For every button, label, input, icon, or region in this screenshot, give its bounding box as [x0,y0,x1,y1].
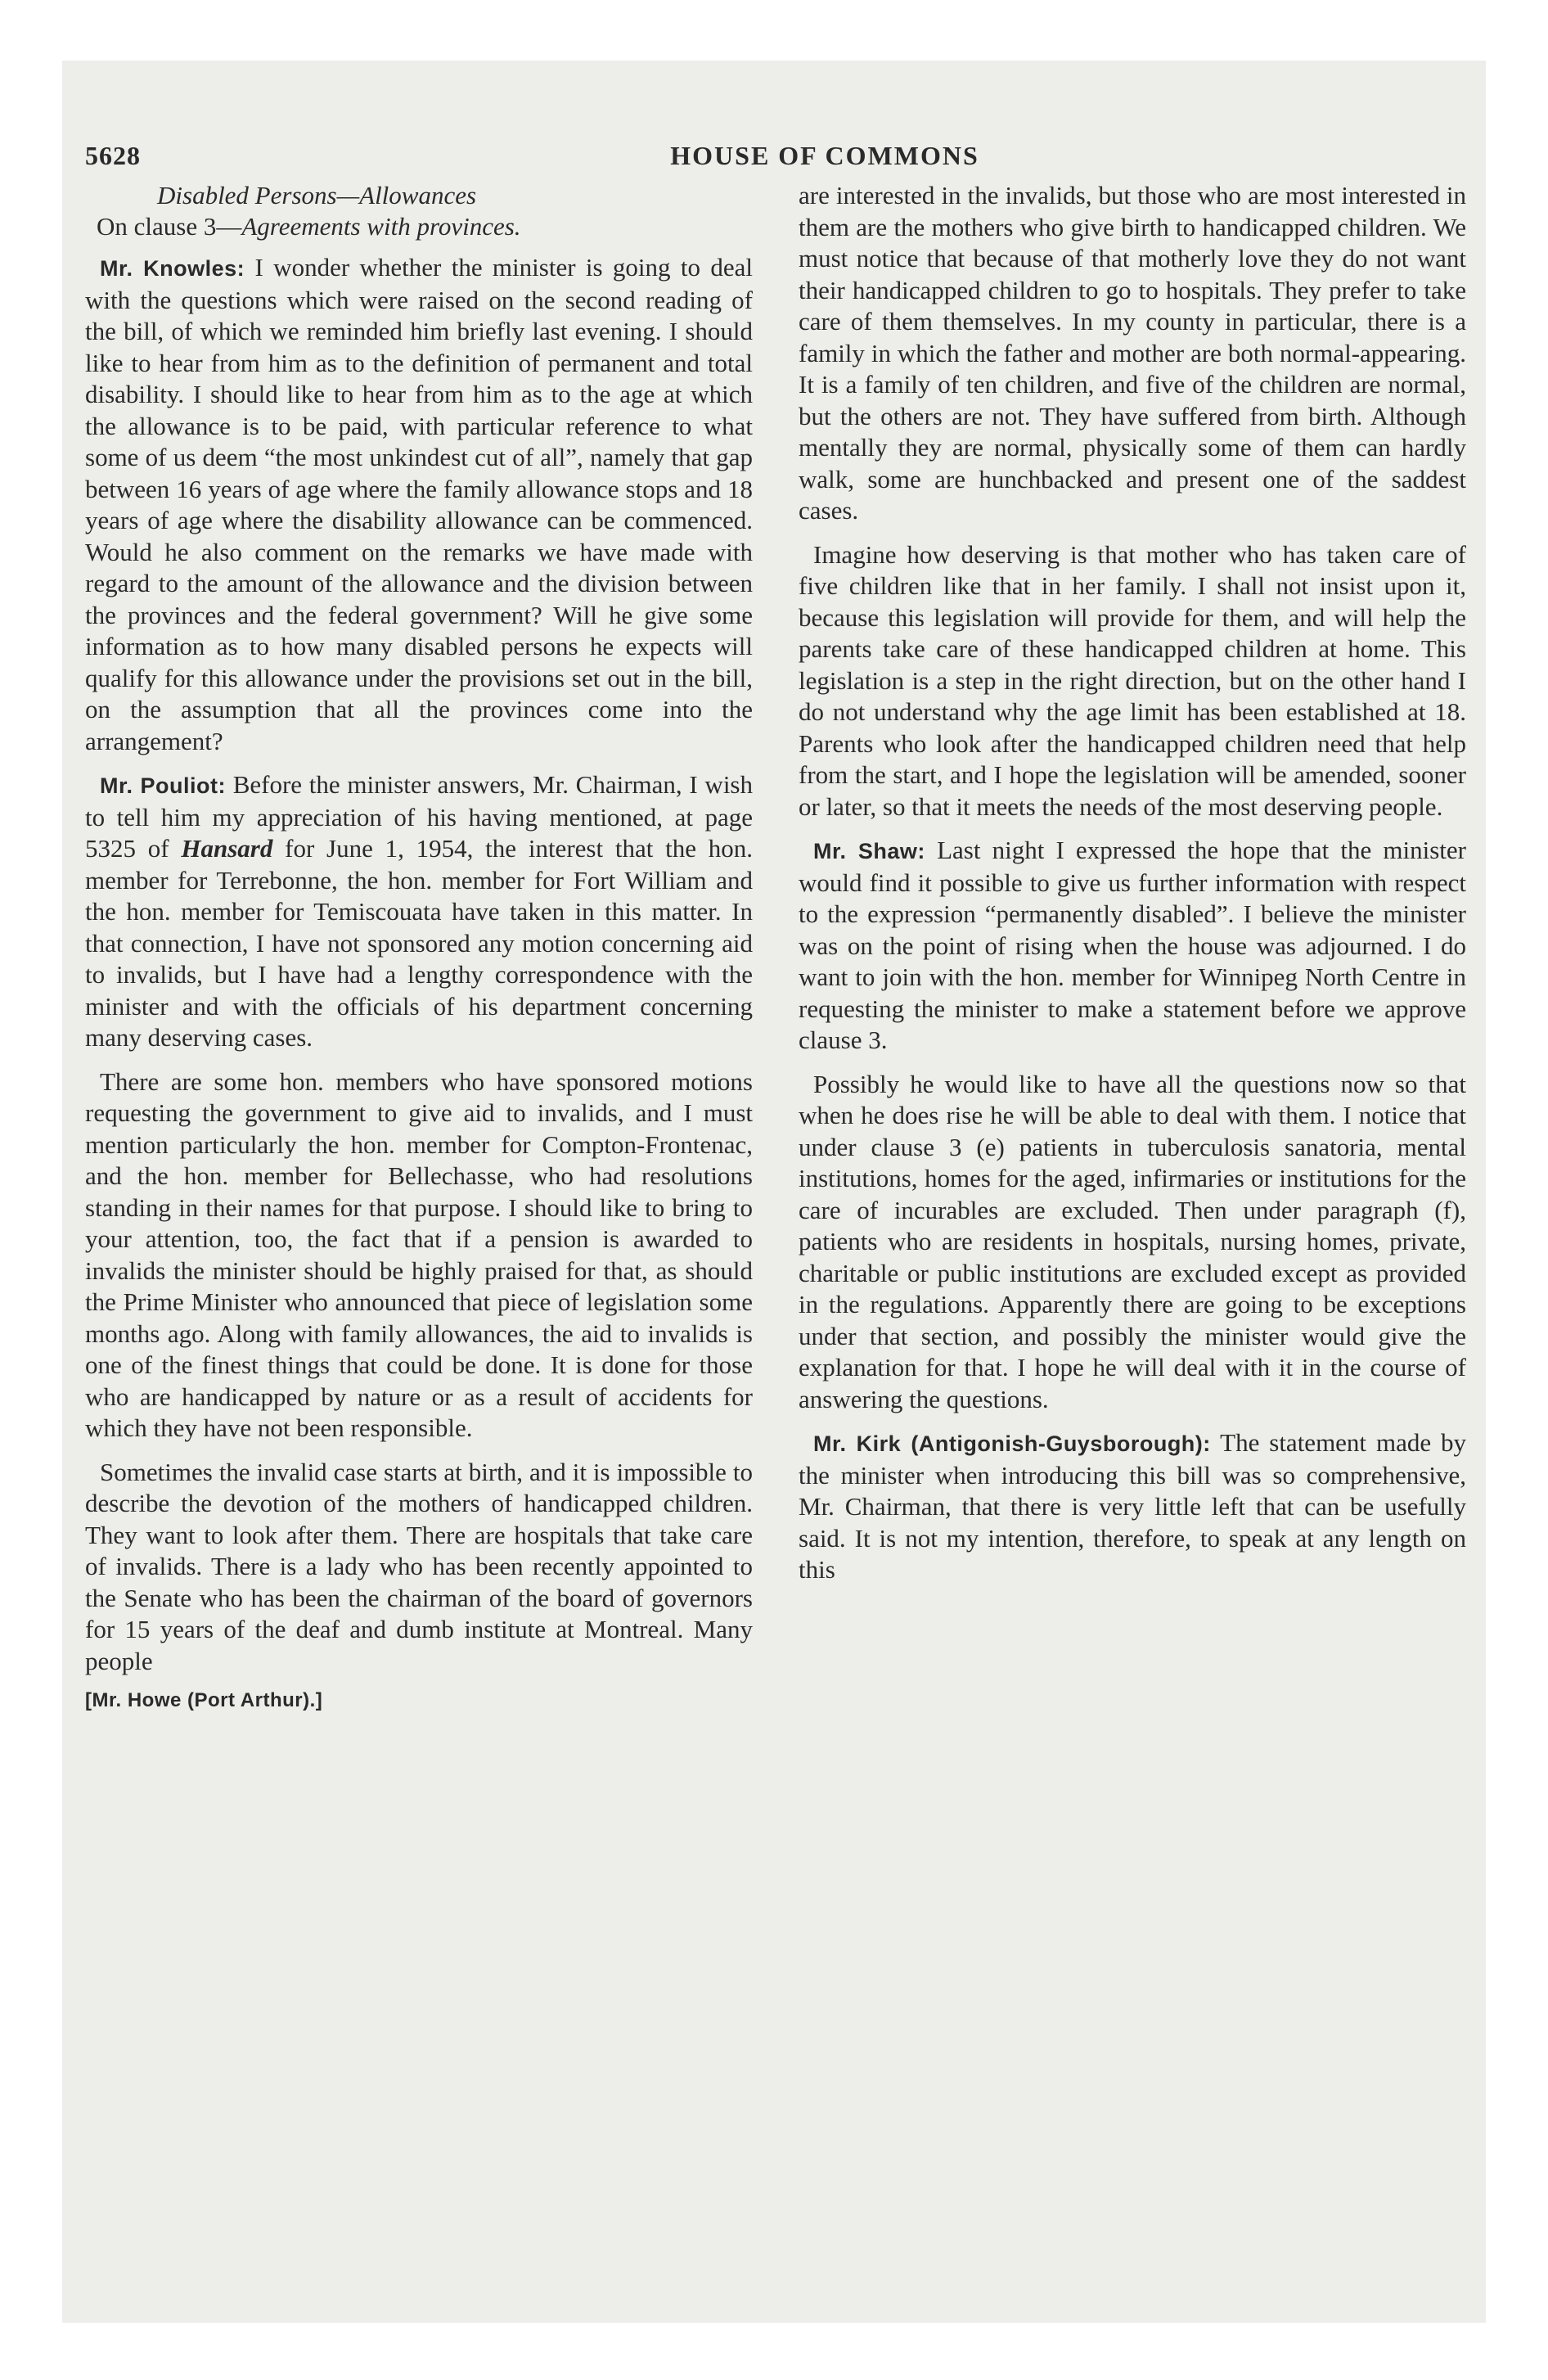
left-column [85,180,753,1712]
speech-shaw [799,835,1466,1057]
right-column [799,180,1466,1712]
paragraph: There are some hon. members who have sponsored motions requesting the government to give aid to invalids, and I must mention particularly the hon. member for Compton-Frontenac, and the hon. member for Bellechasse, who had resolutions standing in their names for that purpose. I should like to bring to your attention, too, the fact that if a pension is awarded to invalids the minister should be highly praised for that, as should the Prime Minister who announced that piece of legislation some months ago. Along with family allowances, the aid to invalids is one of the finest things that could be done. It is done for those who are handicapped by nature or as a result of accidents for which they have not been responsible. [85,1066,753,1442]
clause-heading [85,211,753,242]
running-head [85,141,1466,177]
page-header-title: HOUSE OF COMMONS [670,141,979,170]
subject-heading: Disabled Persons—Allowances [157,181,477,210]
paragraph: Possibly he would like to have all the questions now so that when he does rise he will be able to deal with them. I notice that under clause 3 (e) patients in tuberculosis sanatoria, mental institutions, homes for the aged, infirmaries or institutions for the care of incurables are excluded. Then under paragraph (f), patients who are residents in hospitals, nursing homes, private, charitable or public institutions are excluded except as provided in the regulations. Apparently there are going to be exceptions under that section, and possibly the minister would give the explanation for that. I hope he will deal with it in the course of answering the questions. [799,1069,1466,1413]
speaker-name: Mr. Knowles: [100,256,245,281]
speech-kirk [799,1427,1466,1586]
hansard-reference: Hansard [181,834,273,863]
clause-title: Agreements with provinces. [241,212,521,241]
paragraph: Imagine how deserving is that mother who has taken care of five children like that in her family. I shall not insist upon it, because this legislation will provide for them, and will help the parents take care of these handicapped children at home. This legislation is a step in the right direction, but on the other hand I do not understand why the age limit has been established at 18. Parents who look after the handicapped children need that help from the start, and I hope the legislation will be amended, sooner or later, so that it meets the needs of the most deserving people. [799,539,1466,821]
speech-text: Last night I expressed the hope that the minister would find it possible to give us further information with respect to the expression “permanently disabled”. I believe the minister was on the point of rising when the house was adjourned. I do want to join with the hon. member for Winnipeg North Centre in requesting the minister to make a statement before we approve clause 3. [799,836,1466,1054]
speaker-name: Mr. Shaw: [813,839,925,863]
speech-text: for June 1, 1954, the interest that the hon. member for Terrebonne, the hon. member for Fort William and the hon. member for Temiscouata have taken in this matter. In that connection, I have not sponsored any motion concerning aid to invalids, but I have had a lengthy correspondence with the minister and with the officials of his department concerning many deserving cases. [85,834,753,1052]
speech-knowles [85,252,753,757]
speaker-name: Mr. Pouliot: [100,773,226,798]
paragraph: are interested in the invalids, but those who are most interested in them are the mothers who give birth to handicapped children. We must notice that because of that motherly love they do not want their handicapped children to go to hospitals. They prefer to take care of them themselves. In my county in particular, there is a family in which the father and mother are both normal-appearing. It is a family of ten children, and five of the children are normal, but the others are not. They have suffered from birth. Although mentally they are normal, physically some of them can hardly walk, some are hunchbacked and present one of the saddest cases. [799,181,1466,525]
hansard-page [85,141,1466,1712]
clause-prefix: On clause 3— [97,212,242,241]
page-number: 5628 [85,141,141,170]
speech-text: The statement made by the minister when introducing this bill was so comprehensive, Mr. Chairman, that there is very little left that can be usefully said. It is not my intention, therefore, to speak at any length on this [799,1428,1467,1584]
speech-pouliot [85,769,753,1054]
speaker-name: Mr. Kirk (Antigonish-Guysborough): [813,1431,1211,1456]
speech-text: I wonder whether the minister is going to deal with the questions which were raised on the second reading of the bill, of which we reminded him briefly last evening. I should like to hear from him as to the definition of permanent and total disability. I should like to hear from him as to the age at which the allowance is to be paid, with particular reference to what some of us deem “the most unkindest cut of all”, namely that gap between 16 years of age where the family allowance stops and 18 years of age where the disability allowance can be commenced. Would he also comment on the remarks we have made with regard to the amount of the allowance and the division between the provinces and the federal government? Will he give some information as to how many disabled persons he expects will qualify for this allowance under the provisions set out in the bill, on the assumption that all the provinces come into the arrangement? [85,253,753,755]
paragraph: Sometimes the invalid case starts at birth, and it is impossible to describe the devotion of the mothers of handicapped children. They want to look after them. There are hospitals that take care of invalids. There is a lady who has been recently appointed to the Senate who has been the chairman of the board of governors for 15 years of the deaf and dumb institute at Montreal. Many people [85,1457,753,1675]
text-columns [85,180,1466,1712]
speech-text: Before the minister answers, Mr. Chairman, I wish to tell him my appreciation of his having mentioned, at page 5325 of [85,770,754,863]
footer-speaker-note: [Mr. Howe (Port Arthur).] [85,1689,323,1711]
